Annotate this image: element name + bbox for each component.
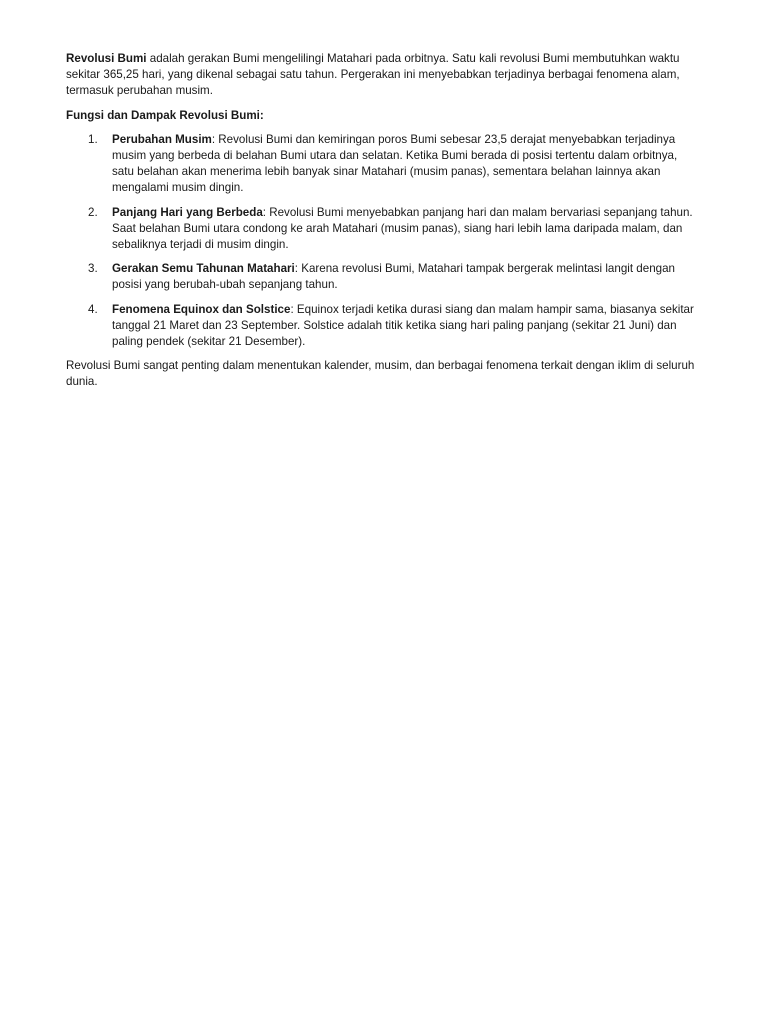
list-item-number: 1.: [88, 132, 98, 146]
list-item-title: Perubahan Musim: [112, 132, 212, 146]
list-item-number: 4.: [88, 302, 98, 316]
list-item: [66, 261, 696, 293]
list-item: [66, 302, 696, 351]
document-page: [66, 51, 696, 399]
list-item-title: Fenomena Equinox dan Solstice: [112, 302, 291, 316]
list-item-title: Gerakan Semu Tahunan Matahari: [112, 262, 295, 276]
list-item-number: 3.: [88, 262, 98, 276]
list-item: [66, 132, 696, 197]
list-item-text: : Revolusi Bumi dan kemiringan poros Bumi sebesar 23,5 derajat menyebabkan terjadinya musim yang berbeda di belahan Bumi utara dan selatan. Ketika Bumi berada di posisi tertentu dalam orbitnya, satu belahan akan menerima lebih banyak sinar Matahari (musim panas), sementara belahan lainnya akan mengalami musim dingin.: [112, 132, 678, 195]
list-item-number: 2.: [88, 205, 98, 219]
conclusion-paragraph: Revolusi Bumi sangat penting dalam menentukan kalender, musim, dan berbagai fenomena terkait dengan iklim di seluruh dunia.: [66, 359, 695, 389]
list-item-text: : Equinox terjadi ketika durasi siang dan malam hampir sama, biasanya sekitar tanggal 21 Maret dan 23 September. Solstice adalah titik ketika siang hari paling panjang (sekitar 21 Juni) dan paling pendek (sekitar 21 Desember).: [112, 302, 694, 349]
intro-text: adalah gerakan Bumi mengelilingi Matahari pada orbitnya. Satu kali revolusi Bumi membutuhkan waktu sekitar 365,25 hari, yang dikenal sebagai satu tahun. Pergerakan ini menyebabkan terjadinya berbagai fenomena alam, termasuk perubahan musim.: [66, 52, 680, 98]
function-list: [66, 132, 696, 350]
intro-term: Revolusi Bumi: [66, 52, 147, 65]
list-item-title: Panjang Hari yang Berbeda: [112, 205, 263, 219]
section-heading: Fungsi dan Dampak Revolusi Bumi:: [66, 108, 264, 122]
list-item-text: : Karena revolusi Bumi, Matahari tampak bergerak melintasi langit dengan posisi yang berubah-ubah sepanjang tahun.: [112, 262, 675, 292]
list-item: [66, 205, 696, 254]
intro-paragraph: [66, 51, 696, 100]
list-item-text: : Revolusi Bumi menyebabkan panjang hari dan malam bervariasi sepanjang tahun. Saat belahan Bumi utara condong ke arah Matahari (musim panas), siang hari lebih lama daripada malam, dan sebaliknya terjadi di musim dingin.: [112, 205, 693, 252]
